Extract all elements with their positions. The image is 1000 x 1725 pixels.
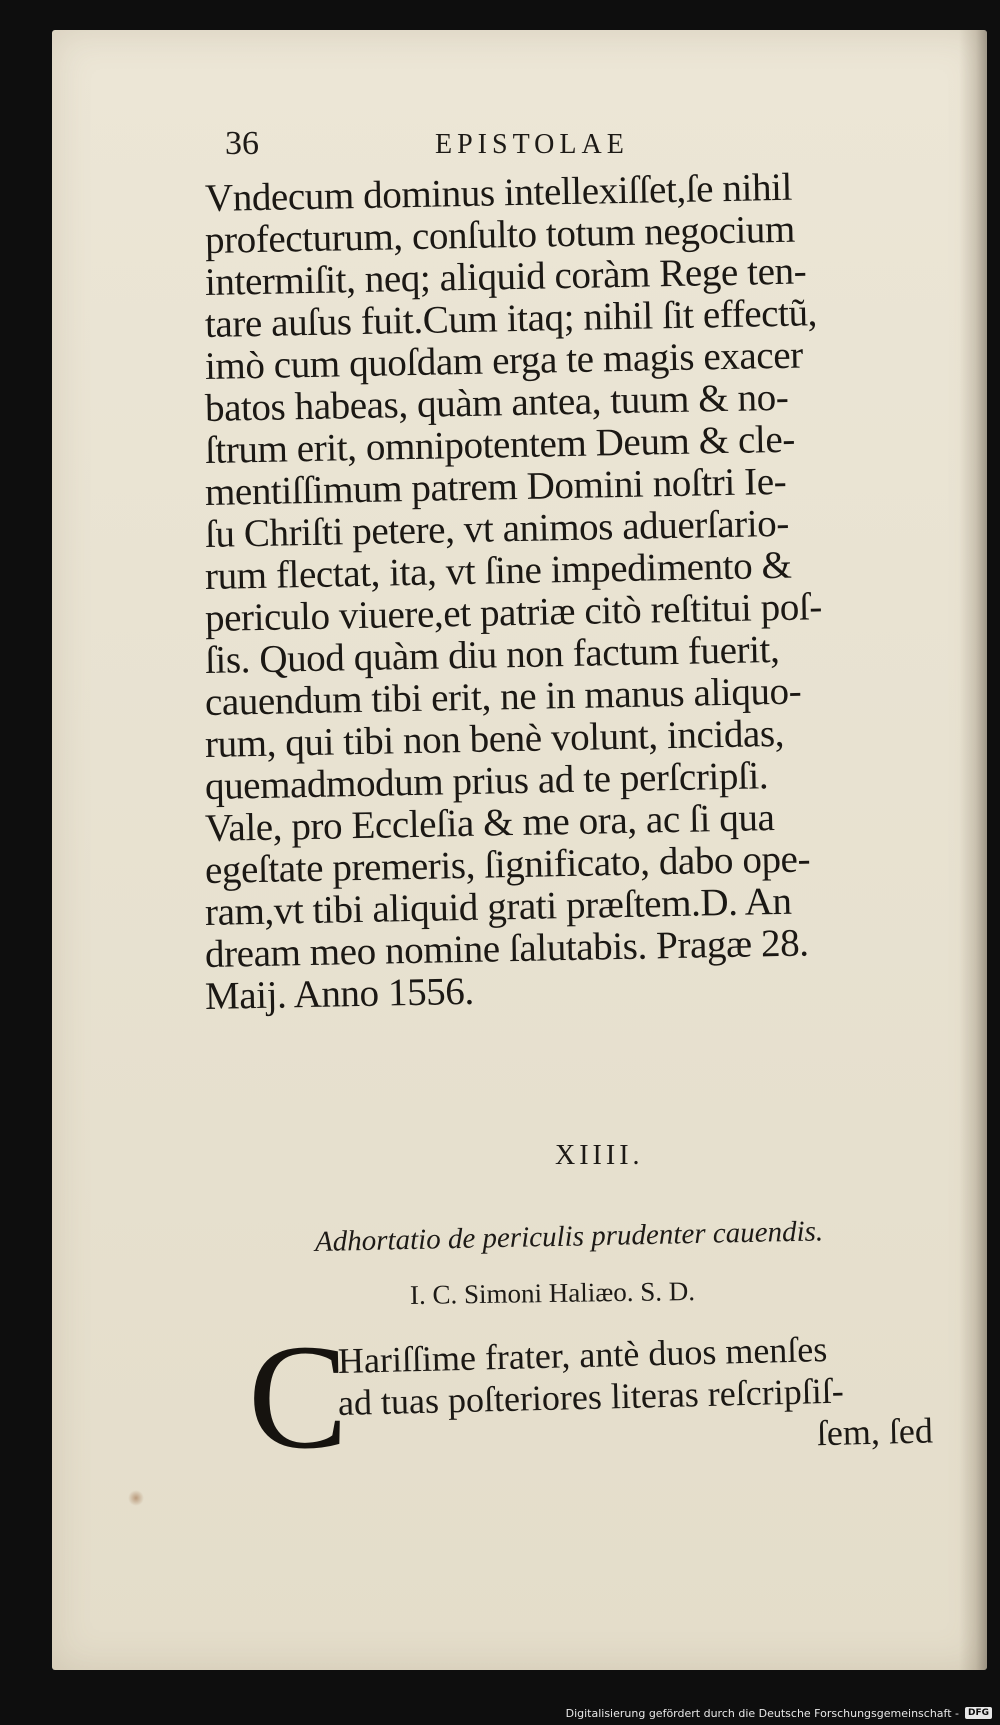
text-line: periculo viuere,et patriæ citò reſtitui poſ- xyxy=(204,585,823,640)
text-line: dream meo nomine ſalutabis. Pragæ 28. xyxy=(204,921,809,976)
text-line: ſtrum erit, omnipotentem Deum & cle- xyxy=(204,417,796,472)
text-line: ad tuas poſteriores literas reſcripſiſ- xyxy=(337,1370,845,1423)
text-line: intermiſit, neq; aliquid coràm Rege ten- xyxy=(204,249,807,304)
text-line: tare auſus fuit.Cum itaq; nihil ſit effectũ, xyxy=(204,291,818,346)
letter-body xyxy=(204,165,935,1018)
text-line: Vndecum dominus intellexiſſet,ſe nihil xyxy=(204,165,793,220)
letter-salutation: I. C. Simoni Haliæo. S. D. xyxy=(409,1276,696,1310)
text-line: ſis. Quod quàm diu non factum fuerit, xyxy=(204,627,780,682)
text-line: Vale, pro Eccleſia & me ora, ac ſi qua xyxy=(204,796,775,850)
credit-text: Digitalisierung gefördert durch die Deutsche Forschungsgemeinschaft - xyxy=(565,1706,959,1720)
text-line: Hariſſime frater, antè duos menſes xyxy=(337,1329,828,1381)
text-line: batos habeas, quàm antea, tuum & no- xyxy=(204,375,789,430)
foxing-stain xyxy=(128,1490,144,1506)
text-line: rum flectat, ita, vt ſine impedimento & xyxy=(204,543,792,598)
text-line: ſu Chriſti petere, vt animos aduerſario- xyxy=(204,501,790,556)
text-line: profecturum, conſulto totum negocium xyxy=(204,207,796,262)
dfg-logo: DFG xyxy=(965,1707,992,1719)
running-title: EPISTOLAE xyxy=(435,129,629,160)
text-line: imò cum quoſdam erga te magis exacer xyxy=(204,333,804,388)
text-line: Maij. Anno 1556. xyxy=(204,969,475,1018)
page-edge-shadow xyxy=(959,30,987,1670)
drop-cap-initial: C xyxy=(248,1314,349,1480)
text-line: ram,vt tibi aliquid grati præſtem.D. An xyxy=(204,879,792,934)
digitization-credit xyxy=(566,1704,992,1722)
text-line: ſem, ſed xyxy=(816,1410,934,1454)
text-line: egeſtate premeris, ſignificato, dabo ope- xyxy=(204,837,811,892)
letter-number: XIIII. xyxy=(555,1140,644,1171)
text-line: quemadmodum prius ad te perſcripſi. xyxy=(204,754,769,808)
text-line: mentiſſimum patrem Domini noſtri Ie- xyxy=(204,459,787,514)
next-letter-body xyxy=(337,1329,938,1466)
page-number: 36 xyxy=(225,125,259,162)
text-line: rum, qui tibi non benè volunt, incidas, xyxy=(204,711,785,766)
text-line: cauendum tibi erit, ne in manus aliquo- xyxy=(204,669,802,724)
letter-subject: Adhortatio de periculis prudenter cauendis. xyxy=(314,1215,824,1258)
